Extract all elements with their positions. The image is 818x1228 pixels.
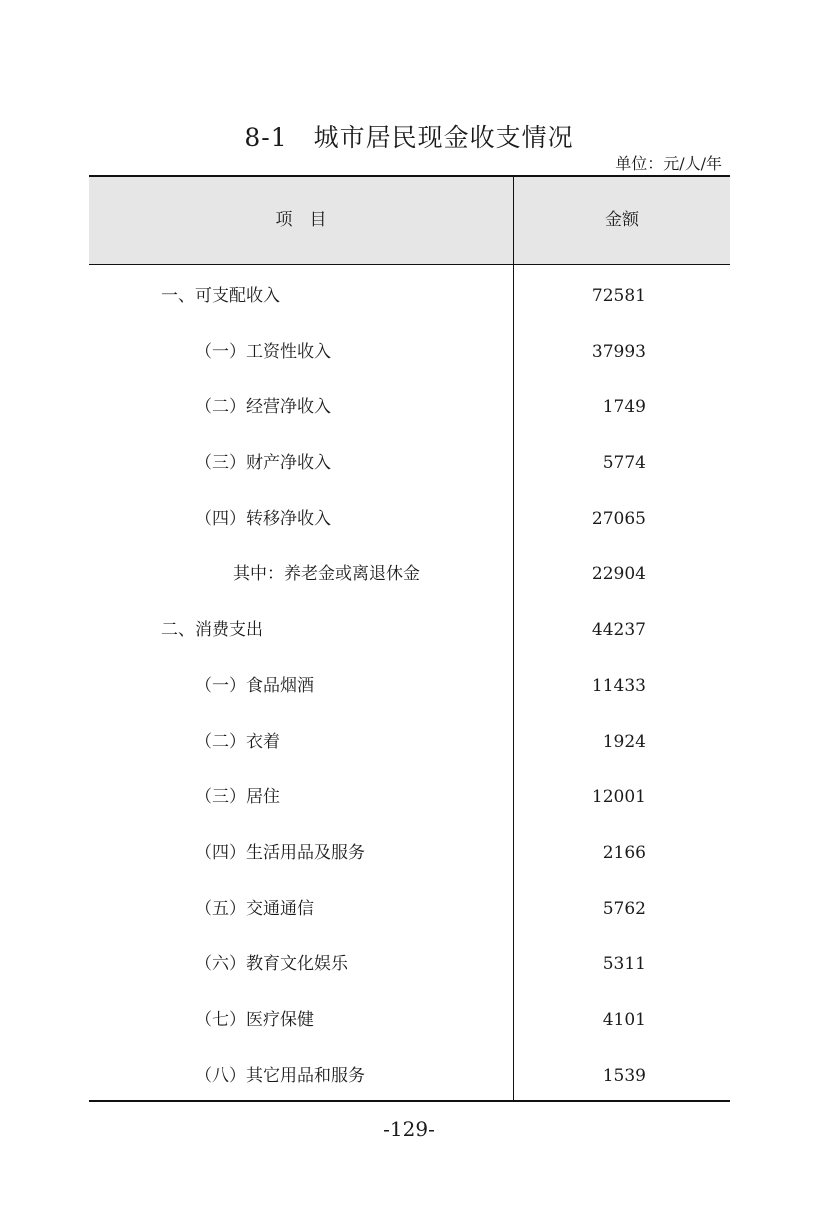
row-label: （二）衣着 xyxy=(195,731,280,752)
row-label: （八）其它用品和服务 xyxy=(195,1065,365,1086)
table-row xyxy=(89,489,730,545)
row-label: （二）经营净收入 xyxy=(195,397,331,418)
row-value: 11433 xyxy=(591,675,646,696)
header-amount: 金额 xyxy=(605,210,639,230)
table-number: 8-1 xyxy=(244,123,288,152)
row-value: 72581 xyxy=(591,286,646,306)
table-row xyxy=(89,656,730,712)
table-header xyxy=(89,177,730,265)
unit-label: 单位：元/人/年 xyxy=(615,154,722,173)
row-label: （一）食品烟酒 xyxy=(195,675,314,696)
row-label: （四）生活用品及服务 xyxy=(195,842,365,863)
table-title: 城市居民现金收支情况 xyxy=(313,123,574,152)
row-value: 5311 xyxy=(602,954,646,975)
row-label: （七）医疗保健 xyxy=(195,1009,314,1030)
row-label: 一、可支配收入 xyxy=(161,286,280,306)
row-label: 其中：养老金或离退休金 xyxy=(233,564,420,585)
row-value: 12001 xyxy=(591,787,646,808)
table-row xyxy=(89,990,730,1046)
row-label: （四）转移净收入 xyxy=(195,508,331,529)
table-row xyxy=(89,544,730,600)
table-row xyxy=(89,823,730,879)
row-label: （一）工资性收入 xyxy=(195,341,331,362)
row-label: （三）财产净收入 xyxy=(195,453,331,474)
row-label: （三）居住 xyxy=(195,787,280,808)
table-row xyxy=(89,433,730,489)
table-row xyxy=(89,712,730,768)
page-title xyxy=(0,118,818,154)
row-value: 27065 xyxy=(591,508,646,529)
row-label: 二、消费支出 xyxy=(161,620,263,641)
row-value: 5774 xyxy=(602,453,646,474)
table-row xyxy=(89,1046,730,1102)
row-value: 44237 xyxy=(591,620,646,641)
row-value: 37993 xyxy=(591,341,646,362)
row-value: 5762 xyxy=(602,898,646,919)
table-row xyxy=(89,377,730,433)
row-value: 1749 xyxy=(602,397,646,418)
table-row xyxy=(89,322,730,378)
header-item: 项 目 xyxy=(275,210,327,230)
row-value: 22904 xyxy=(591,564,646,585)
table-row xyxy=(89,266,730,322)
row-value: 2166 xyxy=(602,842,646,863)
row-label: （五）交通通信 xyxy=(195,898,314,919)
row-label: （六）教育文化娱乐 xyxy=(195,954,348,975)
row-value: 1539 xyxy=(602,1065,646,1086)
page-number: -129- xyxy=(383,1117,435,1141)
table-row xyxy=(89,600,730,656)
table-row xyxy=(89,879,730,935)
table-row xyxy=(89,767,730,823)
table-body xyxy=(89,266,730,1101)
table-row xyxy=(89,934,730,990)
row-value: 4101 xyxy=(602,1009,646,1030)
row-value: 1924 xyxy=(602,731,646,752)
data-table xyxy=(89,175,730,1102)
